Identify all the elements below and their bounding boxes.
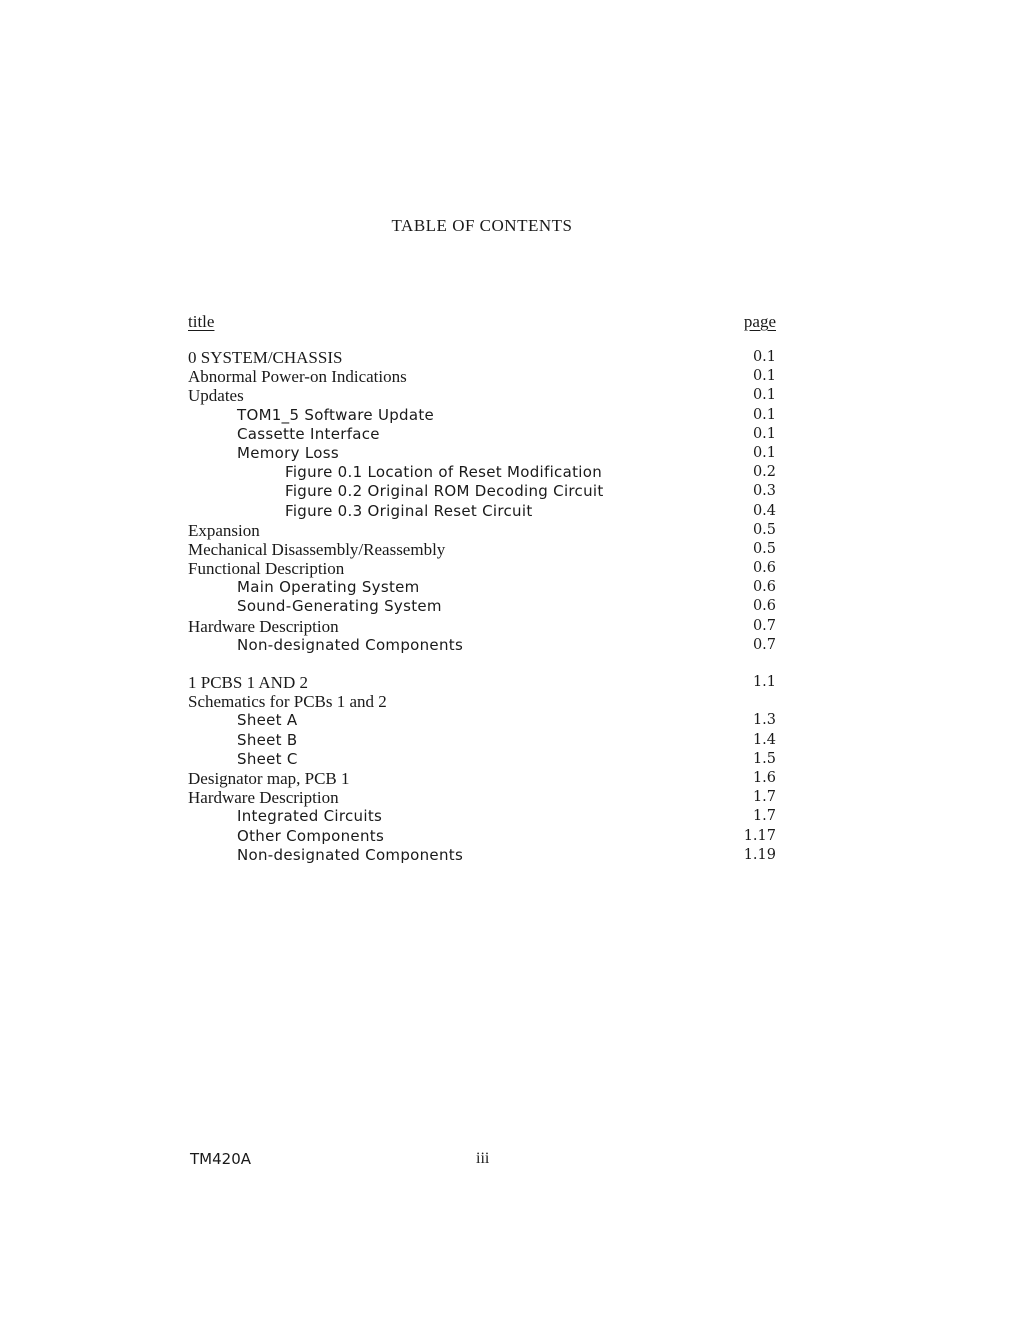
toc-entry-page: 0.7 — [752, 617, 776, 634]
toc-entry — [188, 692, 776, 711]
toc-entry — [188, 386, 776, 405]
toc-entry-title: Schematics for PCBs 1 and 2 — [188, 692, 387, 712]
toc-entry — [188, 444, 776, 463]
toc-entry-page: 0.1 — [752, 406, 776, 423]
toc-entry — [188, 636, 776, 655]
toc-entry — [188, 769, 776, 788]
toc-entry — [188, 482, 776, 501]
toc-entry-title: Expansion — [188, 520, 260, 540]
toc-entry-page: 0.1 — [752, 444, 776, 461]
toc-entry-page: 0.6 — [752, 598, 776, 615]
toc-entry-title: Abnormal Power-on Indications — [188, 367, 407, 387]
toc-entry — [188, 502, 776, 521]
toc-entry — [188, 559, 776, 578]
toc-entry-title: Figure 0.2 Original ROM Decoding Circuit — [285, 482, 604, 501]
column-header-page: page — [743, 312, 776, 331]
toc-entry-title: 1 PCBS 1 AND 2 — [188, 673, 308, 692]
toc-entry — [188, 367, 776, 386]
toc-entry-title: Figure 0.3 Original Reset Circuit — [285, 501, 533, 520]
toc-entry-title: Sheet B — [237, 730, 298, 749]
toc-entry — [188, 788, 776, 807]
toc-entry-title: Non-designated Components — [237, 635, 464, 654]
toc-entry-title: Sheet C — [237, 749, 298, 768]
column-header-title: title — [188, 312, 215, 331]
toc-entry — [188, 463, 776, 482]
toc-entry-page: 0.5 — [752, 540, 776, 557]
toc-entry-title: Updates — [188, 386, 244, 406]
toc-entry-page: 0.2 — [752, 464, 776, 481]
toc-entry — [188, 827, 776, 846]
toc-entry-page: 0.1 — [752, 368, 776, 385]
footer-document-id: TM420A — [190, 1150, 251, 1168]
toc-entry-title: Hardware Description — [188, 616, 339, 636]
toc-section-0 — [188, 348, 776, 655]
toc-entry-page: 0.6 — [752, 579, 776, 596]
toc-entry — [188, 406, 776, 425]
toc-entry-page: 1.7 — [752, 789, 776, 806]
toc-entry-page: 1.4 — [752, 731, 776, 748]
toc-entry-title: Cassette Interface — [237, 424, 380, 443]
toc-entry-page: 0.3 — [752, 483, 776, 500]
toc-entry-title: Non-designated Components — [237, 845, 464, 864]
toc-entry — [188, 673, 776, 692]
toc-entry-page: 0.6 — [752, 560, 776, 577]
toc-entry-page: 0.1 — [752, 387, 776, 404]
toc-entry-title: 0 SYSTEM/CHASSIS — [188, 348, 343, 367]
toc-entry — [188, 597, 776, 616]
toc-entry-page: 1.5 — [752, 750, 776, 767]
toc-entry-title: Figure 0.1 Location of Reset Modification — [285, 463, 603, 482]
toc-entry-page: 0.5 — [752, 521, 776, 538]
toc-entry-page: 0.7 — [752, 636, 776, 653]
toc-entry — [188, 750, 776, 769]
toc-entry-page: 1.19 — [743, 846, 776, 863]
toc-entry-title: Mechanical Disassembly/Reassembly — [188, 539, 446, 559]
toc-entry-title: Integrated Circuits — [237, 807, 383, 826]
toc-entry-title: Memory Loss — [237, 443, 339, 462]
toc-entry-page: 0.1 — [752, 425, 776, 442]
toc-entry-page: 1.7 — [752, 808, 776, 825]
toc-section-1 — [188, 673, 776, 865]
toc-entry — [188, 731, 776, 750]
toc-entry-page: 1.3 — [752, 712, 776, 729]
toc-entry — [188, 846, 776, 865]
toc-entry-page: 1.6 — [752, 769, 776, 786]
toc-entry-title: Main Operating System — [237, 578, 420, 597]
toc-entry-title: TOM1_5 Software Update — [237, 405, 435, 424]
toc-entry-page: 1.1 — [752, 674, 776, 690]
page-title: TABLE OF CONTENTS — [391, 216, 573, 235]
toc-entry-title: Sheet A — [237, 711, 298, 730]
toc-entry — [188, 348, 776, 367]
toc-entry-page: 0.4 — [752, 502, 776, 519]
toc-entry — [188, 617, 776, 636]
toc-entry-page: 1.17 — [743, 827, 776, 844]
toc-entry-title: Other Components — [237, 826, 385, 845]
toc-entry — [188, 521, 776, 540]
toc-entry-title: Designator map, PCB 1 — [188, 768, 350, 788]
toc-entry — [188, 711, 776, 730]
toc-entry-title: Hardware Description — [188, 788, 339, 808]
toc-entry — [188, 540, 776, 559]
footer-page-number: iii — [476, 1150, 490, 1167]
toc-entry — [188, 807, 776, 826]
toc-entry-title: Sound-Generating System — [237, 597, 442, 616]
toc-entry — [188, 425, 776, 444]
toc-entry-page: 0.1 — [752, 349, 776, 365]
toc-entry-title: Functional Description — [188, 559, 345, 579]
toc-entry — [188, 578, 776, 597]
